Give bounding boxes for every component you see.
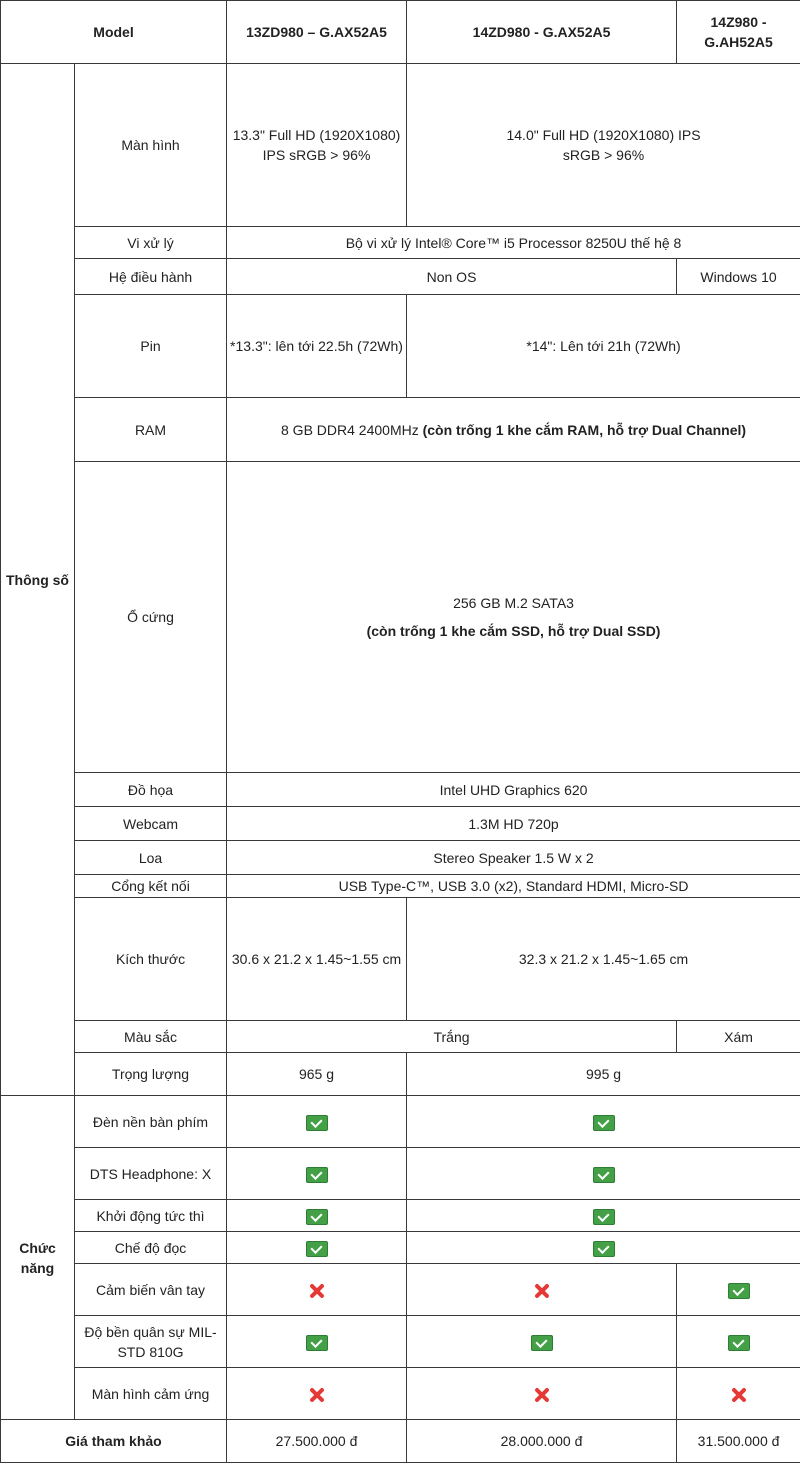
screen-14-line1: 14.0" Full HD (1920X1080) IPS [410, 125, 797, 145]
touch-14zd [407, 1368, 677, 1420]
webcam-all: 1.3M HD 720p [227, 807, 800, 841]
check-icon [306, 1167, 328, 1183]
speaker-all: Stereo Speaker 1.5 W x 2 [227, 841, 800, 875]
row-reader-mode [1, 1232, 800, 1264]
check-icon [728, 1335, 750, 1351]
label-touch: Màn hình cảm ứng [75, 1368, 227, 1420]
dts-13 [227, 1148, 407, 1200]
price-14zd980: 28.000.000 đ [407, 1420, 677, 1463]
label-speaker: Loa [75, 841, 227, 875]
label-color: Màu sắc [75, 1021, 227, 1053]
row-color [1, 1021, 800, 1053]
check-icon [306, 1115, 328, 1131]
fingerprint-14zd [407, 1264, 677, 1316]
row-backlight [1, 1096, 800, 1148]
price-14z980: 31.500.000 đ [677, 1420, 800, 1463]
price-13zd980: 27.500.000 đ [227, 1420, 407, 1463]
label-ports: Cổng kết nối [75, 875, 227, 898]
check-icon [593, 1209, 615, 1225]
reader-mode-14 [407, 1232, 800, 1264]
group-features: Chức năng [1, 1096, 75, 1420]
label-graphics: Đồ họa [75, 773, 227, 807]
ports-all: USB Type-C™, USB 3.0 (x2), Standard HDMI, Micro-SD [227, 875, 800, 898]
model-14zd980: 14ZD980 - G.AX52A5 [407, 1, 677, 64]
storage-256-note: (còn trống 1 khe cắm SSD, hỗ trợ Dual SSD) [230, 621, 797, 641]
cross-icon [532, 1282, 552, 1300]
model-14z980: 14Z980 -G.AH52A5 [677, 1, 800, 64]
size-14: 32.3 x 21.2 x 1.45~1.65 cm [407, 898, 800, 1021]
reader-mode-13 [227, 1232, 407, 1264]
label-backlight: Đèn nền bàn phím [75, 1096, 227, 1148]
weight-13: 965 g [227, 1053, 407, 1096]
group-specs: Thông số [1, 64, 75, 1096]
graphics-all: Intel UHD Graphics 620 [227, 773, 800, 807]
label-milstd: Độ bền quân sự MIL-STD 810G [75, 1316, 227, 1368]
ram-all [227, 398, 800, 462]
size-13: 30.6 x 21.2 x 1.45~1.55 cm [227, 898, 407, 1021]
ram-note: (còn trống 1 khe cắm RAM, hỗ trợ Dual Channel) [423, 422, 746, 438]
screen-13: 13.3" Full HD (1920X1080) IPS sRGB > 96% [227, 64, 407, 227]
cross-icon [307, 1386, 327, 1404]
label-screen: Màn hình [75, 64, 227, 227]
row-storage [1, 462, 800, 773]
storage-256-main: 256 GB M.2 SATA3 [230, 593, 797, 613]
dts-14 [407, 1148, 800, 1200]
row-size [1, 898, 800, 1021]
check-icon [531, 1335, 553, 1351]
row-webcam [1, 807, 800, 841]
label-instant-boot: Khởi động tức thì [75, 1200, 227, 1232]
label-storage: Ổ cứng [75, 462, 227, 773]
cross-icon [729, 1386, 749, 1404]
label-weight: Trọng lượng [75, 1053, 227, 1096]
battery-13: *13.3": lên tới 22.5h (72Wh) [227, 295, 407, 398]
check-icon [593, 1241, 615, 1257]
label-size: Kích thước [75, 898, 227, 1021]
fingerprint-13 [227, 1264, 407, 1316]
row-screen [1, 64, 800, 227]
check-icon [306, 1335, 328, 1351]
weight-14: 995 g [407, 1053, 800, 1096]
row-cpu [1, 227, 800, 259]
check-icon [593, 1167, 615, 1183]
os-non: Non OS [227, 259, 677, 295]
fingerprint-14z [677, 1264, 800, 1316]
cross-icon [532, 1386, 552, 1404]
screen-14 [407, 64, 800, 227]
screen-14-line2: sRGB > 96% [410, 145, 797, 165]
label-dts: DTS Headphone: X [75, 1148, 227, 1200]
backlight-14 [407, 1096, 800, 1148]
instant-boot-13 [227, 1200, 407, 1232]
label-price: Giá tham khảo [1, 1420, 227, 1463]
label-os: Hệ điều hành [75, 259, 227, 295]
touch-13 [227, 1368, 407, 1420]
milstd-14z [677, 1316, 800, 1368]
row-os [1, 259, 800, 295]
label-fingerprint: Cảm biến vân tay [75, 1264, 227, 1316]
touch-14z [677, 1368, 800, 1420]
row-milstd [1, 1316, 800, 1368]
label-battery: Pin [75, 295, 227, 398]
row-fingerprint [1, 1264, 800, 1316]
check-icon [728, 1283, 750, 1299]
milstd-14zd [407, 1316, 677, 1368]
battery-14: *14": Lên tới 21h (72Wh) [407, 295, 800, 398]
check-icon [306, 1241, 328, 1257]
label-reader-mode: Chế độ đọc [75, 1232, 227, 1264]
row-ports [1, 875, 800, 898]
os-windows: Windows 10 [677, 259, 800, 295]
color-white: Trắng [227, 1021, 677, 1053]
ram-main: 8 GB DDR4 2400MHz [281, 422, 419, 438]
color-gray: Xám [677, 1021, 800, 1053]
model-header: Model [1, 1, 227, 64]
check-icon [593, 1115, 615, 1131]
row-instant-boot [1, 1200, 800, 1232]
milstd-13 [227, 1316, 407, 1368]
label-cpu: Vi xử lý [75, 227, 227, 259]
backlight-13 [227, 1096, 407, 1148]
check-icon [306, 1209, 328, 1225]
row-ram [1, 398, 800, 462]
row-speaker [1, 841, 800, 875]
storage-256 [227, 462, 800, 773]
row-graphics [1, 773, 800, 807]
row-touch [1, 1368, 800, 1420]
cross-icon [307, 1282, 327, 1300]
instant-boot-14 [407, 1200, 800, 1232]
model-13zd980: 13ZD980 – G.AX52A5 [227, 1, 407, 64]
header-row [1, 1, 800, 64]
cpu-all: Bộ vi xử lý Intel® Core™ i5 Processor 8250U thế hệ 8 [227, 227, 800, 259]
row-battery [1, 295, 800, 398]
label-webcam: Webcam [75, 807, 227, 841]
label-ram: RAM [75, 398, 227, 462]
row-price [1, 1420, 800, 1463]
row-dts [1, 1148, 800, 1200]
row-weight [1, 1053, 800, 1096]
